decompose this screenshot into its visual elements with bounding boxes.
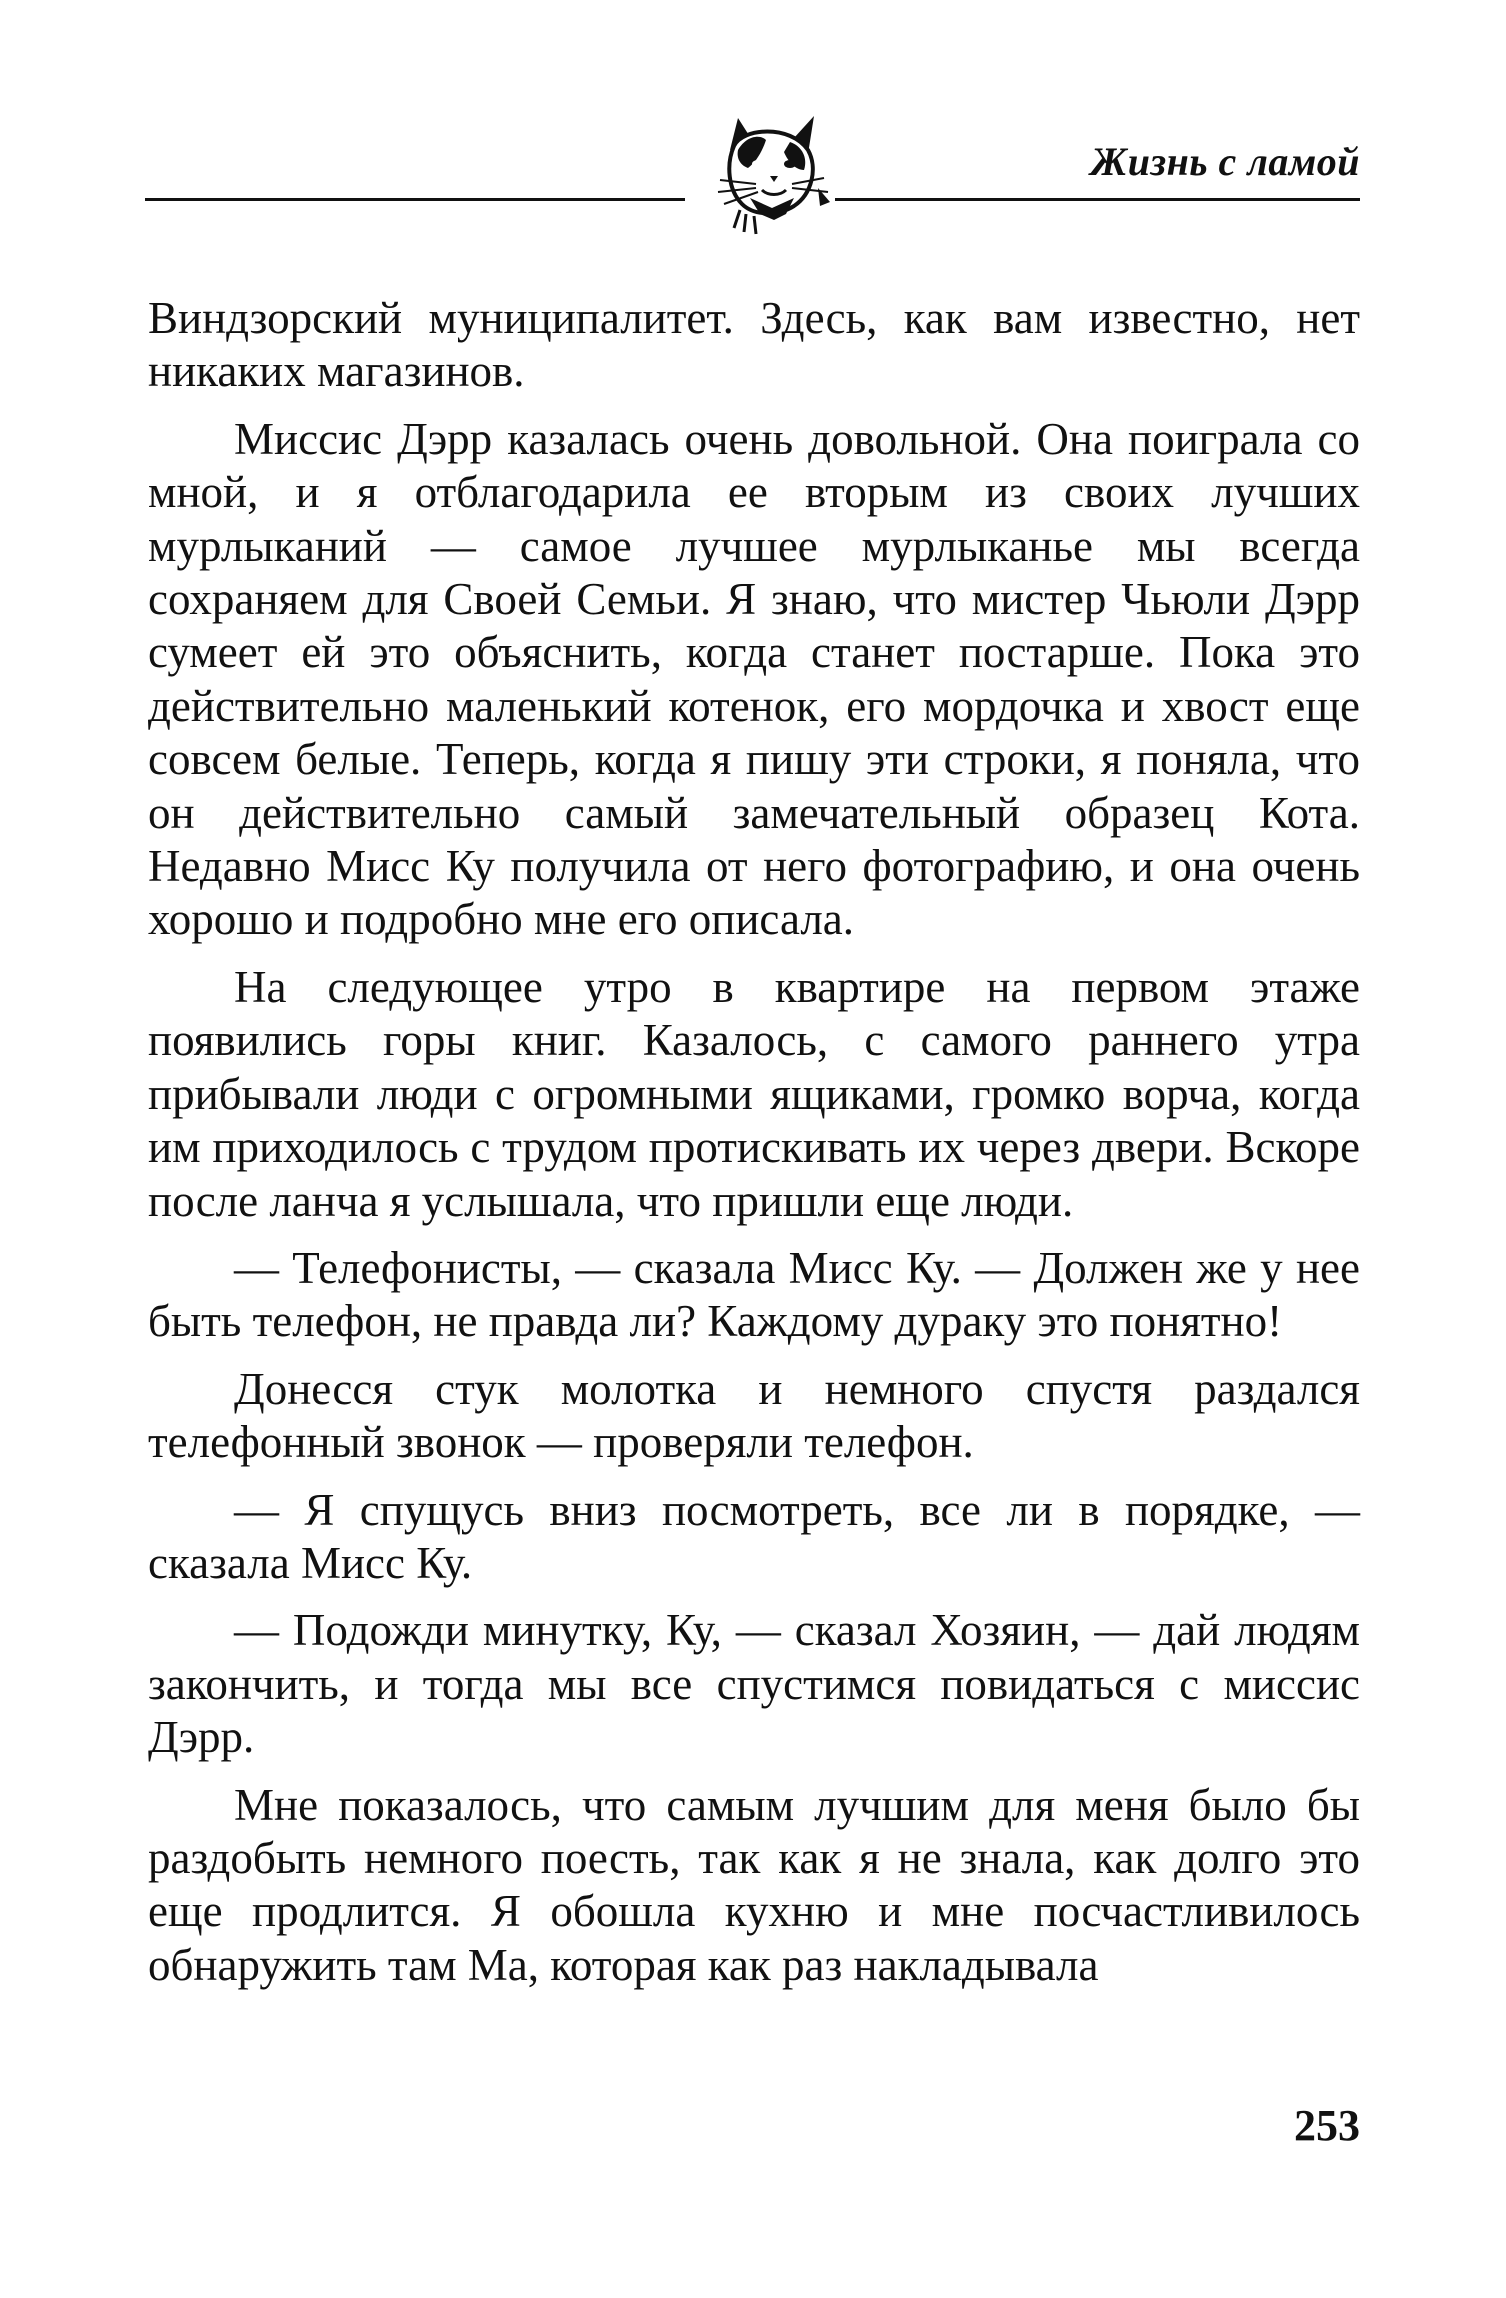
paragraph: — Я спущусь вниз посмотреть, все ли в порядке, — сказала Мисс Ку. xyxy=(148,1484,1360,1588)
paragraph: Виндзорский муниципалитет. Здесь, как вам известно, нет никаких магазинов. xyxy=(148,293,1360,397)
paragraph: Мне показалось, что самым лучшим для меня было бы раздобыть немного поесть, так как я не знала, как долго это еще продлится. Я обошла кухню и мне посчастливилось обнаружить там Ма, которая как раз накладывала xyxy=(148,1779,1360,1990)
running-head: Жизнь с ламой xyxy=(1090,139,1360,184)
page-number: 253 xyxy=(1294,2101,1360,2150)
header-rule-left xyxy=(145,198,685,201)
cat-head-icon xyxy=(690,110,840,235)
paragraph: На следующее утро в квартире на первом этаже появились горы книг. Казалось, с самого раннего утра прибывали люди с огромными ящиками, громко ворча, когда им приходилось с трудом протискивать их через двери. Вскоре после ланча я услышала, что пришли еще люди. xyxy=(148,961,1360,1226)
paragraph: — Подожди минутку, Ку, — сказал Хозяин, — дай людям закончить, и тогда мы все спустимся повидаться с миссис Дэрр. xyxy=(148,1605,1360,1763)
header-rule-right xyxy=(835,198,1360,201)
paragraph: Миссис Дэрр казалась очень довольной. Она поиграла со мной, и я отблагодарила ее вторым из своих лучших мурлыканий — самое лучшее мурлыканье мы всегда сохраняем для Своей Семьи. Я знаю, что мистер Чьюли Дэрр сумеет ей это объяснить, когда станет постарше. Пока это действительно маленький котенок, его мордочка и хвост еще совсем белые. Теперь, когда я пишу эти строки, я поняла, что он действительно самый замечательный образец Кота. Недавно Мисс Ку получила от него фотографию, и она очень хорошо и подробно мне его описала. xyxy=(148,413,1360,945)
page-body xyxy=(148,292,1360,1992)
paragraph: — Телефонисты, — сказала Мисс Ку. — Должен же у нее быть телефон, не правда ли? Каждому дураку это понятно! xyxy=(148,1242,1360,1347)
page-header xyxy=(145,110,1360,230)
paragraph: Донесся стук молотка и немного спустя раздался телефонный звонок — проверяли телефон. xyxy=(148,1363,1360,1468)
